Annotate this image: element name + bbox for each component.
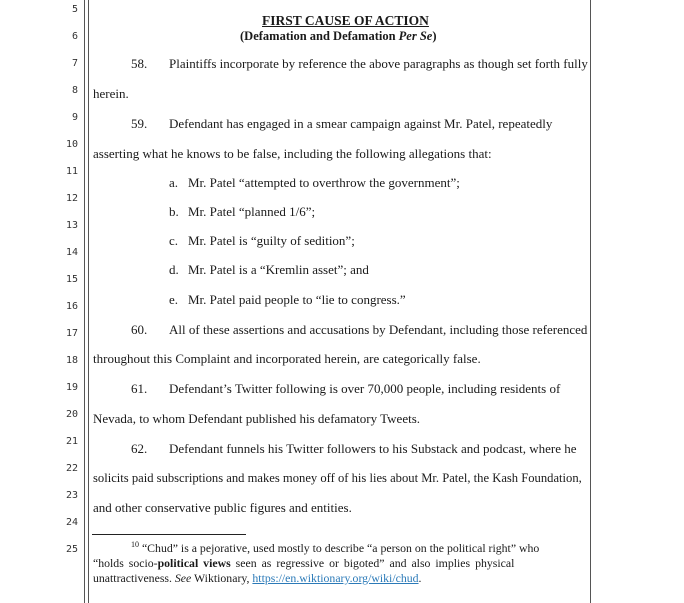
paragraph-text: herein. bbox=[93, 86, 129, 101]
line-number: 17 bbox=[65, 328, 78, 339]
paragraph-text: Nevada, to whom Defendant published his defamatory Tweets. bbox=[93, 411, 421, 426]
footnote-separator bbox=[92, 534, 246, 535]
line-number: 16 bbox=[65, 301, 78, 312]
subheading-emphasis: Per Se bbox=[398, 29, 433, 43]
line-number: 11 bbox=[65, 166, 78, 177]
footnote-text: . bbox=[418, 571, 422, 585]
paragraph-text: and other conservative public figures and entities. bbox=[93, 500, 352, 515]
footnote-line bbox=[93, 571, 421, 585]
footnote-emphasis: See bbox=[174, 571, 192, 585]
paragraph-number: 59. bbox=[131, 116, 148, 131]
list-item: Mr. Patel paid people to “lie to congress.” bbox=[188, 292, 406, 307]
line-number: 7 bbox=[71, 58, 78, 69]
paragraph-number: 58. bbox=[131, 56, 148, 71]
section-subheading bbox=[240, 29, 437, 44]
line-number: 23 bbox=[65, 490, 78, 501]
list-item: Mr. Patel “planned 1/6”; bbox=[188, 204, 316, 219]
line-number: 15 bbox=[65, 274, 78, 285]
line-number: 6 bbox=[71, 31, 78, 42]
gutter-inner-rule bbox=[84, 0, 85, 603]
footnote-number: 10 bbox=[131, 540, 139, 550]
list-item-letter: e. bbox=[169, 292, 179, 307]
list-item-letter: d. bbox=[169, 262, 179, 277]
line-number: 13 bbox=[65, 220, 78, 231]
paragraph-text: All of these assertions and accusations by Defendant, including those referenced bbox=[169, 322, 588, 337]
subheading-close: ) bbox=[432, 29, 437, 43]
footnote-bold: political views bbox=[157, 556, 231, 570]
line-number: 24 bbox=[65, 517, 78, 528]
section-heading: FIRST CAUSE OF ACTION bbox=[262, 13, 429, 28]
paragraph-text: Defendant funnels his Twitter followers to his Substack and podcast, where he bbox=[169, 441, 577, 456]
paragraph-text: asserting what he knows to be false, including the following allegations that: bbox=[93, 146, 492, 161]
footnote-text: Wiktionary, bbox=[191, 571, 253, 585]
footnote-text: seen as regressive or bigoted” and also implies physical bbox=[230, 556, 515, 570]
list-item-letter: c. bbox=[169, 233, 179, 248]
paragraph-text: Plaintiffs incorporate by reference the above paragraphs as though set forth fully bbox=[169, 56, 588, 71]
line-number: 9 bbox=[71, 112, 78, 123]
line-number: 12 bbox=[65, 193, 78, 204]
paragraph-number: 60. bbox=[131, 322, 148, 337]
list-item-letter: a. bbox=[169, 175, 179, 190]
subheading-text: (Defamation and Defamation bbox=[240, 29, 399, 43]
footnote-text: unattractiveness. bbox=[93, 571, 175, 585]
list-item: Mr. Patel is “guilty of sedition”; bbox=[188, 233, 355, 248]
wiktionary-link[interactable]: https://en.wiktionary.org/wiki/chud bbox=[252, 571, 419, 585]
line-number: 14 bbox=[65, 247, 78, 258]
list-item: Mr. Patel is a “Kremlin asset”; and bbox=[188, 262, 369, 277]
paragraph-text: Defendant has engaged in a smear campaign against Mr. Patel, repeatedly bbox=[169, 116, 553, 131]
line-number: 25 bbox=[65, 544, 78, 555]
line-number: 8 bbox=[71, 85, 78, 96]
paragraph-number: 61. bbox=[131, 381, 148, 396]
line-number: 21 bbox=[65, 436, 78, 447]
line-number: 10 bbox=[65, 139, 78, 150]
paragraph-text: throughout this Complaint and incorporated herein, are categorically false. bbox=[93, 351, 481, 366]
line-number: 5 bbox=[71, 4, 78, 15]
paragraph-text: solicits paid subscriptions and makes money off of his lies about Mr. Patel, the Kash Foundation, bbox=[93, 471, 582, 485]
footnote-line bbox=[93, 556, 514, 570]
footnote-line bbox=[131, 541, 539, 555]
list-item: Mr. Patel “attempted to overthrow the government”; bbox=[188, 175, 460, 190]
paragraph-number: 62. bbox=[131, 441, 148, 456]
line-number: 22 bbox=[65, 463, 78, 474]
footnote-text: “Chud” is a pejorative, used mostly to describe “a person on the political right” who bbox=[139, 541, 540, 555]
line-number: 20 bbox=[65, 409, 78, 420]
footnote-text: “holds socio- bbox=[93, 556, 158, 570]
paragraph-text: Defendant’s Twitter following is over 70,000 people, including residents of bbox=[169, 381, 561, 396]
right-margin bbox=[591, 0, 684, 603]
line-number: 18 bbox=[65, 355, 78, 366]
list-item-letter: b. bbox=[169, 204, 179, 219]
line-number: 19 bbox=[65, 382, 78, 393]
